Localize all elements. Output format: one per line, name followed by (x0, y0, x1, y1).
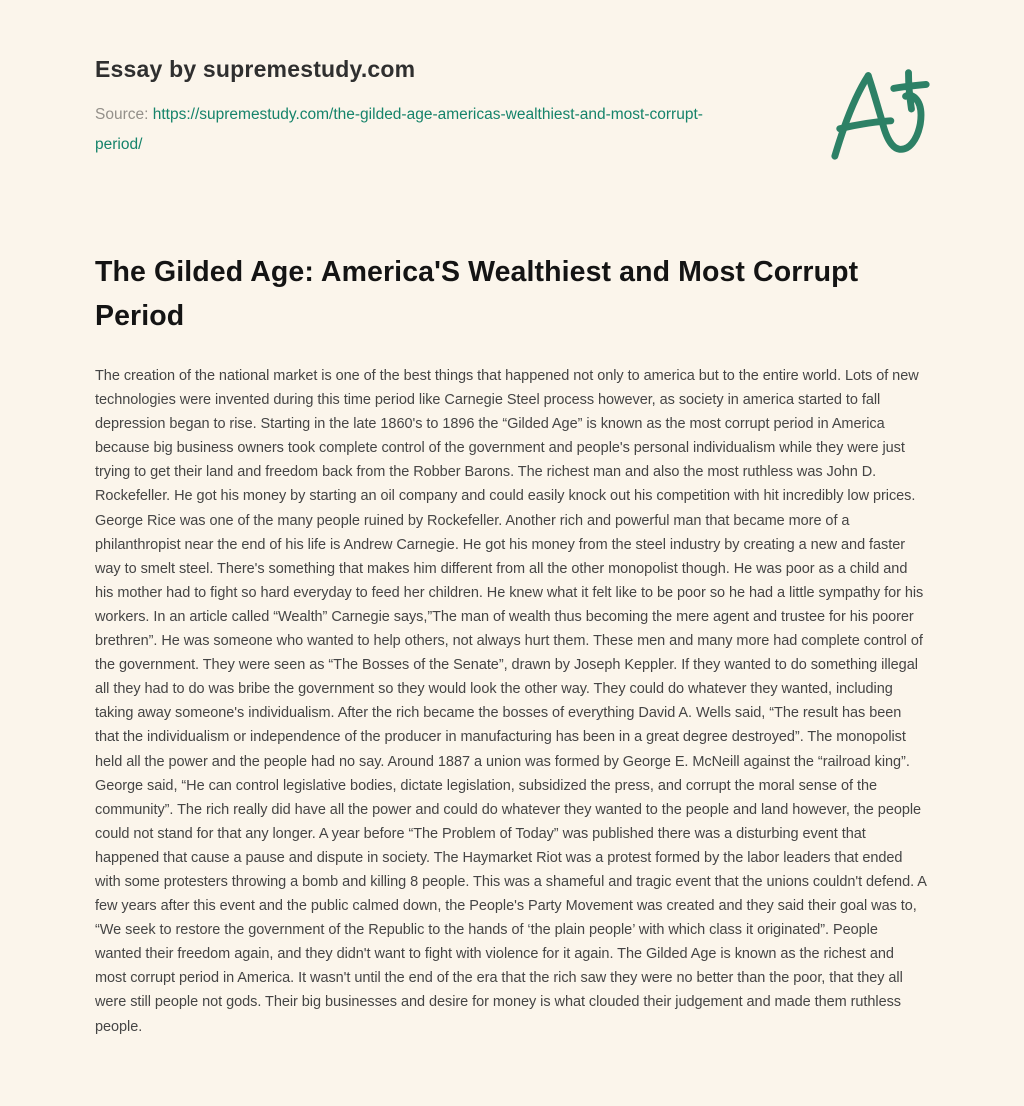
source-url-link[interactable] (95, 106, 703, 153)
source-url-line1: https://supremestudy.com/the-gilded-age-americas-wealthiest-and-most-corrupt- (152, 106, 703, 123)
essay-body: The creation of the national market is one of the best things that happened not only to america but to the entire world. Lots of new technologies were invented during this time period like Carnegie Steel process however, as society in america started to fall depression began to rise. Starting in the late 1860's to 1896 the “Gilded Age” is known as the most corrupt period in America because big business owners took complete control of the government and people's personal individualism while they were just trying to get their land and freedom back from the Robber Barons. The richest man and also the most ruthless was John D. Rockefeller. He got his money by starting an oil company and could easily knock out his competition with hit incredibly low prices. George Rice was one of the many people ruined by Rockefeller. Another rich and powerful man that became more of a philanthropist near the end of his life is Andrew Carnegie. He got his money from the steel industry by creating a new and faster way to smelt steel. There's something that makes him different from all the other monopolist though. He was poor as a child and his mother had to fight so hard everyday to feed her children. He knew what it felt like to be poor so he had a little sympathy for his workers. In an article called “Wealth” Carnegie says,”The man of wealth thus becoming the mere agent and trustee for his poorer brethren”. He was someone who wanted to help others, not always hurt them. These men and many more had complete control of the government. They were seen as “The Bosses of the Senate”, drawn by Joseph Keppler. If they wanted to do something illegal all they had to do was bribe the government so they would look the other way. They could do whatever they wanted, including taking away someone's individualism. After the rich became the bosses of everything David A. Wells said, “The result has been that the individualism or independence of the producer in manufacturing has been in a great degree destroyed”. The monopolist held all the power and the people had no say. Around 1887 a union was formed by George E. McNeill against the “railroad king”. George said, “He can control legislative bodies, dictate legislation, subsidized the press, and corrupt the moral sense of the community”. The rich really did have all the power and could do whatever they wanted to the people and land however, the people could not stand for that any longer. A year before “The Problem of Today” was published there was a disturbing event that happened that cause a pause and dispute in society. The Haymarket Riot was a protest formed by the labor leaders that ended with some protesters throwing a bomb and killing 8 people. This was a shameful and tragic event that the unions couldn't defend. A few years after this event and the public calmed down, the People's Party Movement was created and they said their goal was to, “We seek to restore the government of the Republic to the hands of ‘the plain people’ with which class it originated”. People wanted their freedom again, and they didn't want to fight with violence for it again. The Gilded Age is known as the richest and most corrupt period in America. It wasn't until the end of the era that the rich saw they were no better than the poor, that they all were still people not gods. Their big businesses and desire for money is what clouded their judgement and made them ruthless people. (95, 368, 927, 1035)
essay-title: The Gilded Age: America'S Wealthiest and Most Corrupt Period (95, 256, 859, 332)
a-plus-logo-icon (826, 60, 936, 160)
source-line (95, 100, 785, 160)
source-label: Source: (95, 106, 149, 123)
source-url-line2: period/ (95, 136, 143, 153)
byline: Essay by supremestudy.com (95, 56, 416, 82)
